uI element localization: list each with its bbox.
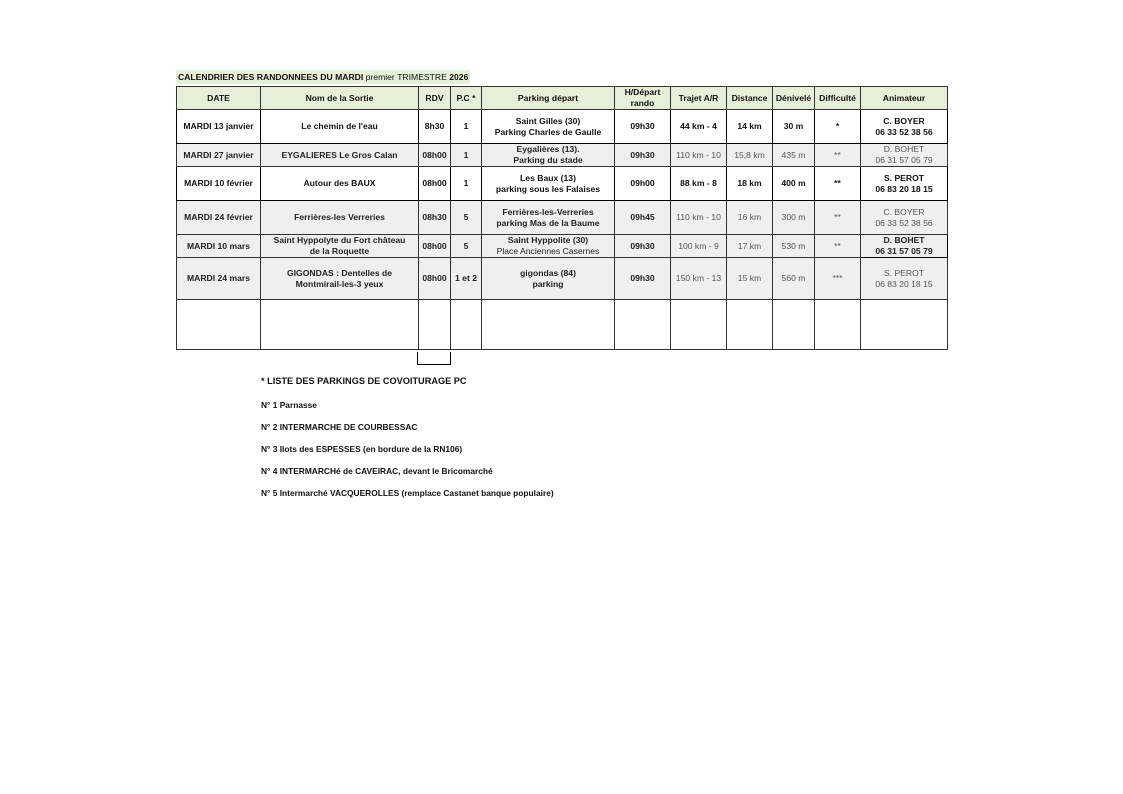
header-trajet: Trajet A/R — [671, 87, 727, 110]
cell-animateur — [861, 167, 948, 201]
parking-line-1: Saint Hyppolite (30) — [507, 235, 589, 245]
cell-trajet: 110 km - 10 — [671, 201, 727, 235]
header-date: DATE — [177, 87, 261, 110]
cell-distance: 18 km — [727, 167, 773, 201]
empty-cell — [451, 300, 482, 350]
cell-denivele: 560 m — [773, 258, 815, 300]
name-line-2: de la Roquette — [309, 246, 370, 256]
cell-difficulte: ** — [815, 235, 861, 258]
cell-difficulte: ** — [815, 144, 861, 167]
table-row — [177, 167, 948, 201]
cell-parking — [482, 144, 615, 167]
cell-depart: 09h30 — [615, 235, 671, 258]
carpool-parking-list — [261, 374, 554, 508]
cell-difficulte: * — [815, 110, 861, 144]
animateur-phone: 06 33 52 38 56 — [875, 126, 933, 137]
animateur-phone: 06 33 52 38 56 — [875, 217, 933, 228]
cell-denivele: 30 m — [773, 110, 815, 144]
header-depart: H/Départ rando — [615, 87, 671, 110]
parking-line-2: Parking du stade — [513, 155, 583, 165]
cell-parking — [482, 167, 615, 201]
name-line-1: Saint Hyppolyte du Fort château — [273, 235, 406, 245]
cell-date: MARDI 13 janvier — [177, 110, 261, 144]
parking-line-1: Eygalières (13). — [516, 144, 580, 154]
cell-denivele: 300 m — [773, 201, 815, 235]
cell-name: Autour des BAUX — [261, 167, 419, 201]
parking-line-2: parking — [532, 278, 564, 289]
cell-depart: 09h00 — [615, 167, 671, 201]
cell-date: MARDI 27 janvier — [177, 144, 261, 167]
cell-pc: 5 — [451, 201, 482, 235]
cell-rdv: 08h30 — [419, 201, 451, 235]
table-row — [177, 235, 948, 258]
cell-animateur — [861, 235, 948, 258]
table-header-row — [177, 87, 948, 110]
cell-distance: 14 km — [727, 110, 773, 144]
animateur-name: D. BOHET — [883, 235, 925, 245]
cell-distance: 15,8 km — [727, 144, 773, 167]
cell-rdv: 08h00 — [419, 144, 451, 167]
cell-rdv: 08h00 — [419, 167, 451, 201]
cell-trajet: 88 km - 8 — [671, 167, 727, 201]
header-parking: Parking départ — [482, 87, 615, 110]
cell-parking — [482, 201, 615, 235]
animateur-name: D. BOHET — [883, 144, 925, 154]
carpool-list-title: * LISTE DES PARKINGS DE COVOITURAGE PC — [261, 376, 467, 386]
cell-trajet: 44 km - 4 — [671, 110, 727, 144]
cell-name: Le chemin de l'eau — [261, 110, 419, 144]
table-row — [177, 144, 948, 167]
carpool-list-item: N° 1 Parnasse — [261, 400, 317, 410]
cell-distance: 17 km — [727, 235, 773, 258]
cell-pc: 1 et 2 — [451, 258, 482, 300]
parking-line-1: Les Baux (13) — [520, 172, 576, 183]
header-animateur: Animateur — [861, 87, 948, 110]
cell-parking — [482, 110, 615, 144]
hike-calendar-table — [176, 86, 948, 350]
animateur-name: C. BOYER — [883, 115, 925, 126]
animateur-name: S. PEROT — [883, 172, 925, 183]
name-line-1: GIGONDAS : Dentelles de — [286, 267, 393, 278]
cell-pc: 5 — [451, 235, 482, 258]
empty-cell — [482, 300, 615, 350]
cell-denivele: 435 m — [773, 144, 815, 167]
cell-date: MARDI 10 février — [177, 167, 261, 201]
header-distance: Distance — [727, 87, 773, 110]
cell-pc: 1 — [451, 167, 482, 201]
calendar-title: CALENDRIER DES RANDONNEES DU MARDI premier TRIMESTRE 2026 — [178, 72, 469, 82]
cell-name — [261, 235, 419, 258]
parking-line-2: parking sous les Falaises — [495, 183, 601, 194]
cell-depart: 09h30 — [615, 110, 671, 144]
empty-cell — [861, 300, 948, 350]
empty-cell — [815, 300, 861, 350]
empty-cell — [261, 300, 419, 350]
table-row — [177, 201, 948, 235]
name-line-2: Montmirail-les-3 yeux — [295, 278, 384, 289]
animateur-name: C. BOYER — [883, 206, 925, 217]
cell-animateur — [861, 110, 948, 144]
cell-pc: 1 — [451, 144, 482, 167]
cell-denivele: 400 m — [773, 167, 815, 201]
parking-line-2: Parking Charles de Gaulle — [494, 126, 602, 137]
parking-line-2: parking Mas de la Baume — [496, 217, 600, 228]
carpool-list-item: N° 3 Ilots des ESPESSES (en bordure de la RN106) — [261, 444, 463, 454]
cell-animateur — [861, 144, 948, 167]
empty-cell — [615, 300, 671, 350]
header-denivele: Dénivelé — [773, 87, 815, 110]
cell-trajet: 110 km - 10 — [671, 144, 727, 167]
empty-cell — [773, 300, 815, 350]
cell-trajet: 150 km - 13 — [671, 258, 727, 300]
header-name: Nom de la Sortie — [261, 87, 419, 110]
cell-trajet: 100 km - 9 — [671, 235, 727, 258]
table-border-stub — [417, 352, 451, 365]
cell-animateur — [861, 258, 948, 300]
cell-parking — [482, 235, 615, 258]
table-row — [177, 258, 948, 300]
cell-depart: 09h30 — [615, 258, 671, 300]
cell-rdv: 08h00 — [419, 235, 451, 258]
cell-rdv: 8h30 — [419, 110, 451, 144]
carpool-list-item: N° 2 INTERMARCHE DE COURBESSAC — [261, 422, 418, 432]
cell-pc: 1 — [451, 110, 482, 144]
header-difficulte: Difficulté — [815, 87, 861, 110]
cell-distance: 16 km — [727, 201, 773, 235]
empty-cell — [671, 300, 727, 350]
animateur-phone: 06 31 57 05 79 — [875, 246, 933, 256]
empty-table-row — [177, 300, 948, 350]
table-row — [177, 110, 948, 144]
empty-cell — [419, 300, 451, 350]
parking-line-1: gigondas (84) — [520, 267, 576, 278]
carpool-list-item: N° 4 INTERMARCHé de CAVEIRAC, devant le Bricomarché — [261, 466, 493, 476]
cell-date: MARDI 24 mars — [177, 258, 261, 300]
empty-cell — [177, 300, 261, 350]
cell-difficulte: *** — [815, 258, 861, 300]
cell-difficulte: ** — [815, 167, 861, 201]
animateur-phone: 06 83 20 18 15 — [875, 278, 933, 289]
cell-distance: 15 km — [727, 258, 773, 300]
empty-cell — [727, 300, 773, 350]
carpool-list-item: N° 5 Intermarché VACQUEROLLES (remplace Castanet banque populaire) — [261, 488, 554, 498]
parking-line-2: Place Anciennes Casernes — [496, 246, 600, 256]
header-pc: P.C * — [451, 87, 482, 110]
cell-rdv: 08h00 — [419, 258, 451, 300]
cell-date: MARDI 10 mars — [177, 235, 261, 258]
cell-date: MARDI 24 février — [177, 201, 261, 235]
cell-animateur — [861, 201, 948, 235]
cell-parking — [482, 258, 615, 300]
cell-depart: 09h45 — [615, 201, 671, 235]
cell-name: EYGALIERES Le Gros Calan — [261, 144, 419, 167]
cell-name — [261, 258, 419, 300]
parking-line-1: Saint Gilles (30) — [515, 115, 581, 126]
animateur-name: S. PEROT — [883, 267, 925, 278]
animateur-phone: 06 83 20 18 15 — [875, 183, 933, 194]
cell-difficulte: ** — [815, 201, 861, 235]
cell-name: Ferrières-les Verreries — [261, 201, 419, 235]
cell-depart: 09h30 — [615, 144, 671, 167]
animateur-phone: 06 31 57 05 79 — [875, 155, 933, 165]
header-rdv: RDV — [419, 87, 451, 110]
parking-line-1: Ferrières-les-Verreries — [502, 206, 594, 217]
cell-denivele: 530 m — [773, 235, 815, 258]
